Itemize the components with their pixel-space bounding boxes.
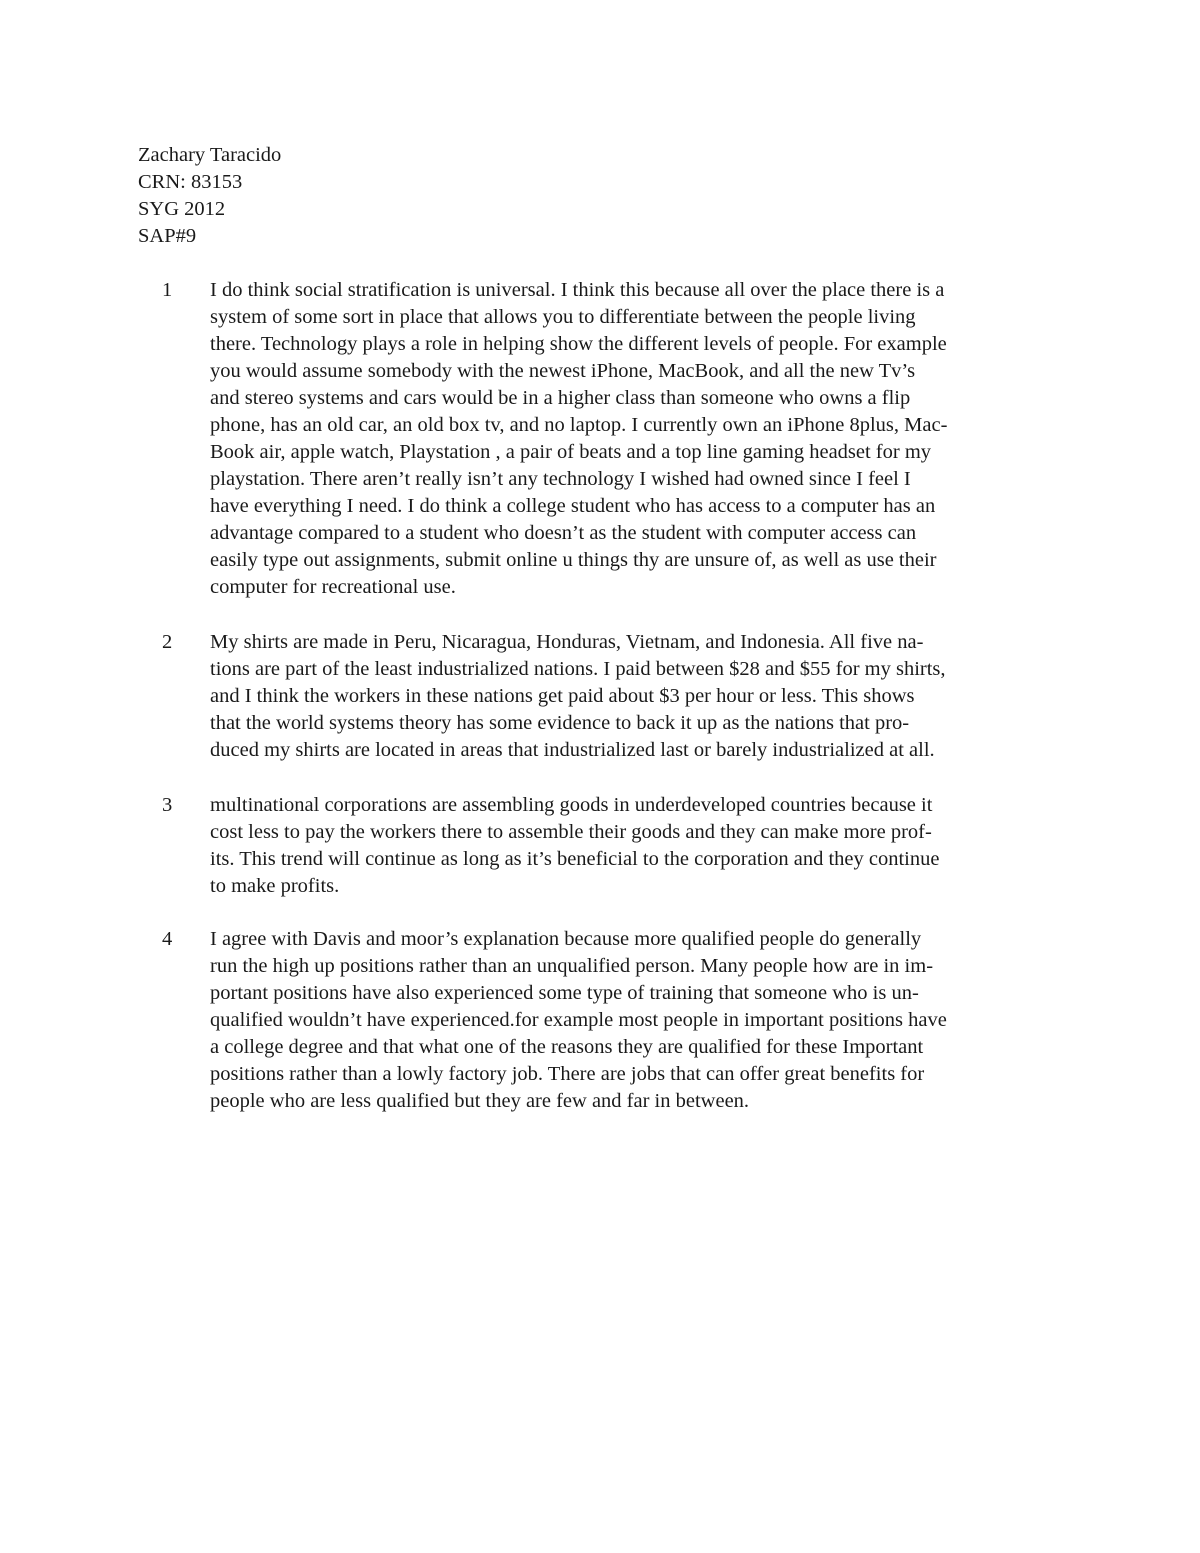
answer-text (210, 277, 947, 601)
text-line: I agree with Davis and moor’s explanation because more qualified people do generally (210, 928, 922, 950)
text-line: phone, has an old car, an old box tv, and no laptop. I currently own an iPhone 8plus, Mac- (210, 414, 948, 436)
text-line: have everything I need. I do think a college student who has access to a computer has an (210, 495, 936, 517)
text-line: Book air, apple watch, Playstation , a pair of beats and a top line gaming headset for my (210, 441, 932, 463)
text-line: its. This trend will continue as long as it’s beneficial to the corporation and they continue (210, 848, 940, 870)
text-line: and I think the workers in these nations get paid about $3 per hour or less. This shows (210, 685, 915, 707)
text-line: run the high up positions rather than an unqualified person. Many people how are in im- (210, 955, 934, 977)
text-line: positions rather than a lowly factory job. There are jobs that can offer great benefits for (210, 1063, 925, 1085)
text-line: people who are less qualified but they are few and far in between. (210, 1090, 750, 1112)
text-line: and stereo systems and cars would be in a higher class than someone who owns a flip (210, 387, 911, 409)
answer-number: 3 (162, 794, 173, 816)
crn-line: CRN: 83153 (138, 171, 243, 193)
text-line: My shirts are made in Peru, Nicaragua, Honduras, Vietnam, and Indonesia. All five na- (210, 631, 924, 653)
text-line: advantage compared to a student who doesn’t as the student with computer access can (210, 522, 917, 544)
assignment-title: SAP#9 (138, 225, 197, 247)
text-line: cost less to pay the workers there to assemble their goods and they can make more prof- (210, 821, 932, 843)
answer-text (210, 926, 947, 1115)
text-line: there. Technology plays a role in helping show the different levels of people. For example (210, 333, 947, 355)
course-code: SYG 2012 (138, 198, 226, 220)
text-line: system of some sort in place that allows you to differentiate between the people living (210, 306, 916, 328)
text-line: portant positions have also experienced some type of training that someone who is un- (210, 982, 919, 1004)
answer-number: 1 (162, 279, 173, 301)
text-line: qualified wouldn’t have experienced.for example most people in important positions have (210, 1009, 947, 1031)
answer-number: 2 (162, 631, 173, 653)
text-line: that the world systems theory has some evidence to back it up as the nations that pro- (210, 712, 910, 734)
answer-text (210, 629, 946, 764)
text-line: to make profits. (210, 875, 340, 897)
text-line: I do think social stratification is universal. I think this because all over the place there is a (210, 279, 945, 301)
text-line: multinational corporations are assembling goods in underdeveloped countries because it (210, 794, 933, 816)
text-line: you would assume somebody with the newest iPhone, MacBook, and all the new Tv’s (210, 360, 916, 382)
text-line: a college degree and that what one of the reasons they are qualified for these Important (210, 1036, 924, 1058)
text-line: tions are part of the least industrialized nations. I paid between $28 and $55 for my shirts, (210, 658, 946, 680)
document-header (138, 142, 281, 250)
student-name: Zachary Taracido (138, 144, 282, 166)
text-line: playstation. There aren’t really isn’t any technology I wished had owned since I feel I (210, 468, 911, 490)
answer-text (210, 792, 939, 900)
answer-number: 4 (162, 928, 173, 950)
text-line: computer for recreational use. (210, 576, 456, 598)
text-line: easily type out assignments, submit online u things thy are unsure of, as well as use their (210, 549, 937, 571)
text-line: duced my shirts are located in areas that industrialized last or barely industrialized at all. (210, 739, 935, 761)
